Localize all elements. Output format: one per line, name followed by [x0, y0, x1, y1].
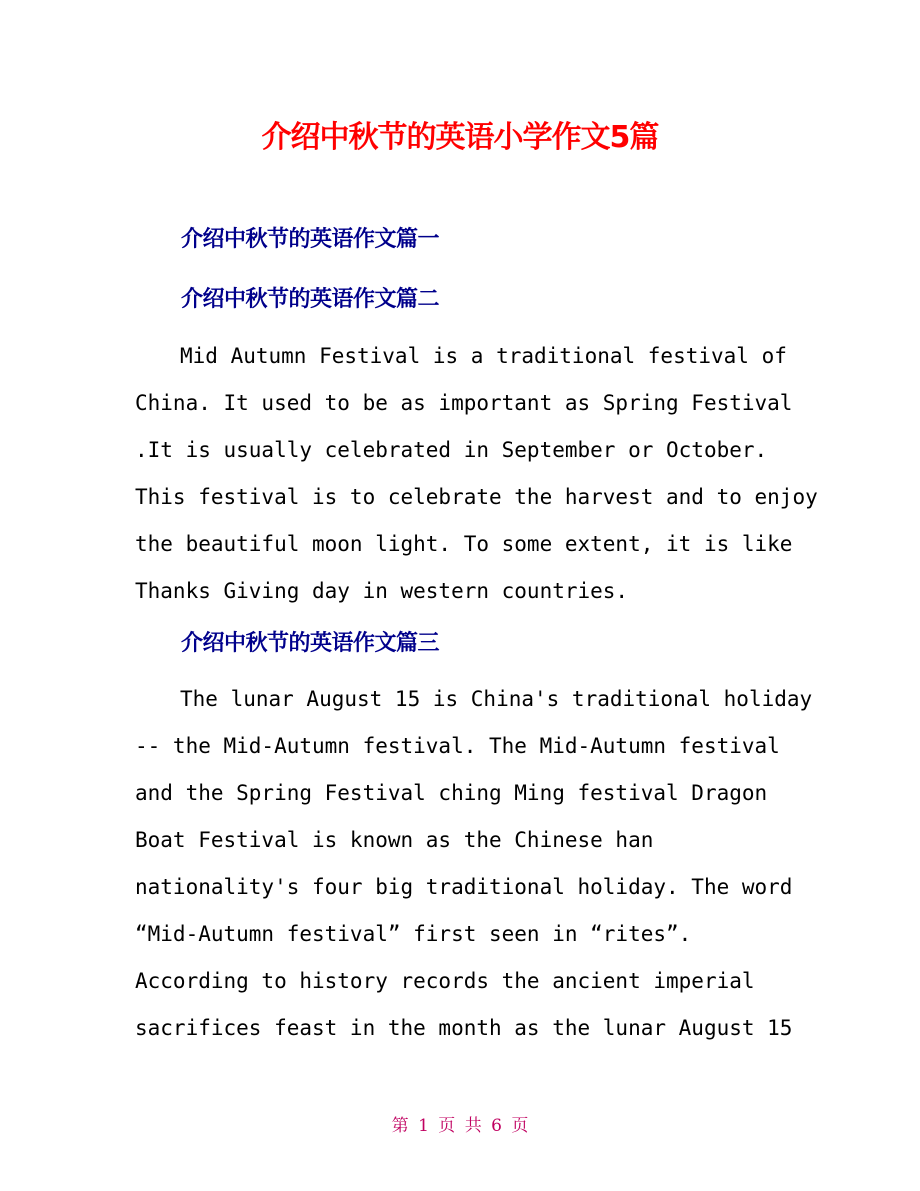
page-title: 介绍中秋节的英语小学作文5篇: [261, 120, 659, 155]
text-line: -- the Mid-Autumn festival. The Mid-Autumn festival: [135, 734, 780, 758]
section-heading-3: 介绍中秋节的英语作文篇三: [181, 631, 440, 656]
text-line: Boat Festival is known as the Chinese han: [135, 828, 654, 852]
paragraph-section-3: [135, 676, 813, 1052]
page-footer: 第 1 页 共 6 页: [391, 1116, 529, 1136]
section-heading-1: 介绍中秋节的英语作文篇一: [181, 227, 440, 252]
text-line: China. It used to be as important as Spring Festival: [135, 391, 793, 415]
text-line: and the Spring Festival ching Ming festival Dragon: [135, 781, 768, 805]
text-line: .It is usually celebrated in September or October.: [135, 438, 768, 462]
paragraph-section-2: [135, 333, 818, 615]
text-line: According to history records the ancient imperial: [135, 969, 755, 993]
text-line: This festival is to celebrate the harvest and to enjoy: [135, 485, 818, 509]
text-line: Mid Autumn Festival is a traditional festival of: [180, 344, 787, 368]
section-heading-2: 介绍中秋节的英语作文篇二: [181, 287, 440, 312]
text-line: sacrifices feast in the month as the lunar August 15: [135, 1016, 793, 1040]
text-line: The lunar August 15 is China's traditional holiday: [180, 687, 813, 711]
text-line: Thanks Giving day in western countries.: [135, 579, 629, 603]
text-line: “Mid-Autumn festival” first seen in “rites”.: [135, 922, 692, 946]
text-line: nationality's four big traditional holiday. The word: [135, 875, 793, 899]
text-line: the beautiful moon light. To some extent, it is like: [135, 532, 793, 556]
